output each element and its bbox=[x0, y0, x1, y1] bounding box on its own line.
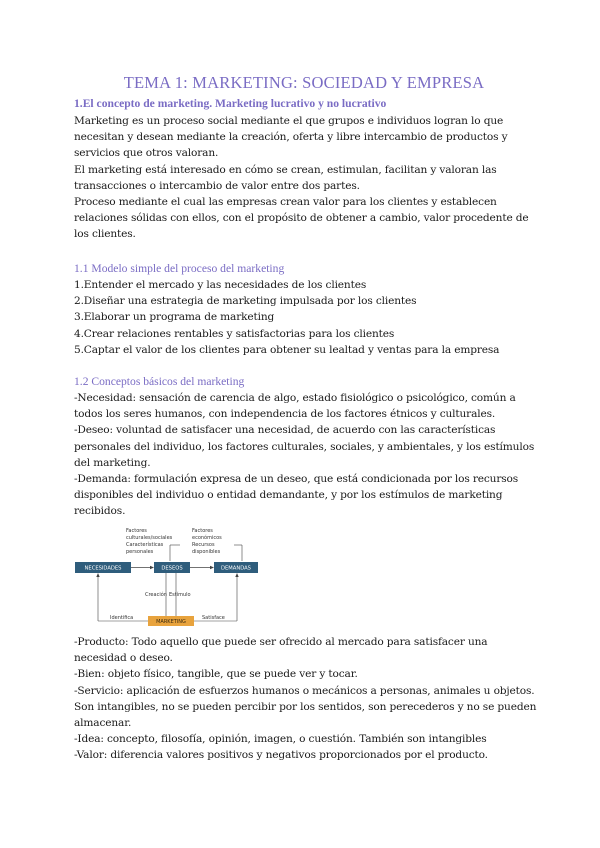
text-line: -Necesidad: sensación de carencia de algo, estado fisiológico o psicológico, común a bbox=[74, 392, 516, 404]
box-needs-label: NECESIDADES bbox=[84, 565, 122, 572]
note-left-line: Características bbox=[126, 542, 164, 548]
list-item: 5.Captar el valor de los clientes para obtener su lealtad y ventas para la empresa bbox=[74, 343, 500, 356]
page-title: TEMA 1: MARKETING: SOCIEDAD Y EMPRESA bbox=[123, 73, 485, 92]
section-1-1-heading: 1.1 Modelo simple del proceso del marketing bbox=[74, 262, 285, 275]
note-right-line: disponibles bbox=[192, 549, 221, 555]
section-1-2-body bbox=[74, 390, 534, 520]
text-line: Son intangibles, no se pueden percibir por los sentidos, son perecederos y no se pueden bbox=[74, 700, 537, 713]
text-line: necesitan y desean mediante la creación, oferta y libre intercambio de productos y bbox=[74, 131, 508, 144]
text-line: recibidos. bbox=[74, 505, 126, 518]
section-1 bbox=[74, 96, 534, 243]
text-line: El marketing está interesado en cómo se crean, estimulan, facilitan y valoran las bbox=[74, 163, 497, 176]
text-line: los clientes. bbox=[74, 228, 136, 241]
arrowhead bbox=[150, 566, 154, 569]
list-item: 3.Elaborar un programa de marketing bbox=[74, 311, 275, 324]
text-line: -Demanda: formulación expresa de un deseo, que está condicionada por los recursos bbox=[74, 473, 519, 486]
section-1-2-heading: 1.2 Conceptos básicos del marketing bbox=[74, 375, 245, 388]
note-right-line: Recursos bbox=[192, 542, 215, 548]
box-marketing-label: MARKETING bbox=[156, 619, 186, 625]
section-1-2 bbox=[74, 374, 534, 520]
text-line: -Valor: diferencia valores positivos y negativos proporcionados por el producto. bbox=[74, 749, 488, 762]
note-left-line: personales bbox=[126, 549, 154, 555]
note-left-line: culturales/sociales bbox=[126, 535, 173, 541]
text-line: almacenar. bbox=[74, 717, 132, 730]
note-right-line: económicos bbox=[192, 535, 222, 541]
section-1-2-body-continued bbox=[74, 634, 537, 764]
text-line: Marketing es un proceso social mediante el que grupos e individuos logran lo que bbox=[74, 115, 504, 127]
text-line: disponibles del individuo o entidad demandante, y por los estímulos de marketing bbox=[74, 489, 503, 502]
needs-desires-demands-diagram bbox=[74, 523, 264, 627]
arrowhead bbox=[210, 566, 214, 569]
box-desires-label: DESEOS bbox=[161, 565, 183, 572]
list-item: 1.Entender el mercado y las necesidades de los clientes bbox=[74, 279, 367, 291]
text-line: -Bien: objeto físico, tangible, que se puede ver y tocar. bbox=[74, 668, 358, 681]
section-1-heading: 1.El concepto de marketing. Marketing lucrativo y no lucrativo bbox=[74, 97, 387, 110]
text-line: -Deseo: voluntad de satisfacer una necesidad, de acuerdo con las características bbox=[74, 424, 496, 437]
label-creation: Creación bbox=[145, 592, 167, 598]
note-left-line: Factores bbox=[126, 528, 147, 534]
text-line: -Idea: concepto, filosofía, opinión, imagen, o cuestión. También son intangibles bbox=[74, 733, 487, 746]
section-1-2-continued bbox=[74, 634, 537, 764]
text-line: -Producto: Todo aquello que puede ser ofrecido al mercado para satisfacer una bbox=[74, 636, 488, 648]
text-line: personales del individuo, los factores culturales, sociales, y ambientales, y los estímulos bbox=[74, 440, 535, 453]
arrowhead bbox=[96, 573, 99, 577]
text-line: servicios que otros valoran. bbox=[74, 147, 219, 160]
list-item: 4.Crear relaciones rentables y satisfactorias para los clientes bbox=[74, 327, 395, 340]
arrowhead bbox=[235, 573, 238, 577]
section-1-1-body bbox=[74, 277, 534, 358]
list-item: 2.Diseñar una estrategia de marketing impulsada por los clientes bbox=[74, 295, 417, 308]
label-left: Identifica bbox=[110, 615, 134, 621]
text-line: necesidad o deseo. bbox=[74, 652, 173, 665]
section-1-1 bbox=[74, 261, 534, 358]
text-line: transacciones o intercambio de valor entre dos partes. bbox=[74, 179, 360, 192]
box-demands-label: DEMANDAS bbox=[221, 565, 251, 572]
diagram-svg bbox=[74, 523, 264, 627]
label-right: Satisface bbox=[202, 615, 225, 621]
text-line: Proceso mediante el cual las empresas crean valor para los clientes y establecen bbox=[74, 196, 497, 209]
note-right-line: Factores bbox=[192, 528, 213, 534]
text-line: todos los seres humanos, con independencia de los factores étnicos y culturales. bbox=[74, 408, 496, 421]
text-line: -Servicio: aplicación de esfuerzos humanos o mecánicos a personas, animales u objetos. bbox=[74, 684, 535, 697]
label-stimulus: Estímulo bbox=[169, 592, 191, 598]
section-1-body bbox=[74, 113, 534, 243]
text-line: relaciones sólidas con ellos, con el propósito de obtener a cambio, valor procedente de bbox=[74, 212, 529, 225]
text-line: del marketing. bbox=[74, 456, 151, 469]
